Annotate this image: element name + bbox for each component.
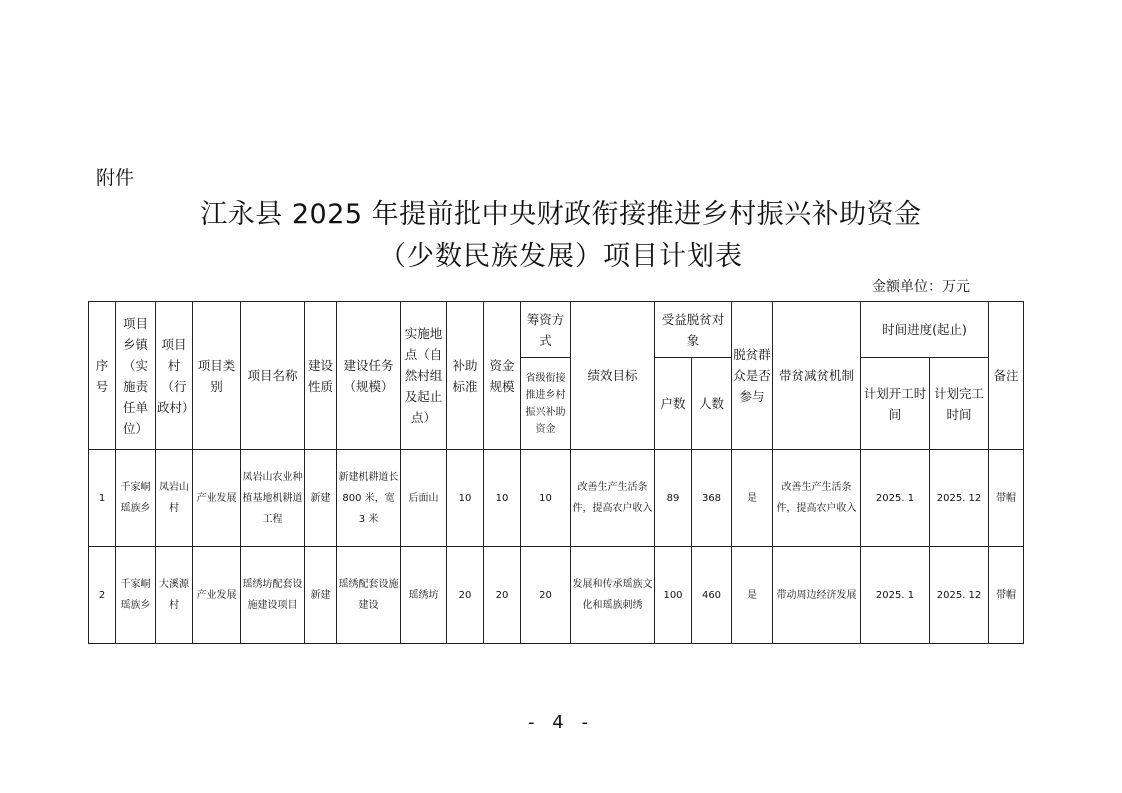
- page-number: - 4 -: [528, 712, 594, 733]
- cell-nature: 新建: [305, 450, 337, 547]
- cell-project-name: 凤岩山农业种植基地机耕道工程: [241, 450, 305, 547]
- header-people: 人数: [692, 358, 732, 450]
- header-beneficiary: 受益脱贫对象: [655, 302, 732, 358]
- cell-town: 千家峒瑶族乡: [116, 450, 156, 547]
- cell-location: 瑶绣坊: [401, 547, 447, 644]
- project-plan-table: [88, 301, 1024, 644]
- header-village: 项目村（行政村）: [156, 302, 193, 450]
- cell-households: 100: [655, 547, 692, 644]
- header-schedule: 时间进度(起止): [861, 302, 989, 358]
- header-project-name: 项目名称: [241, 302, 305, 450]
- header-task: 建设任务（规模）: [337, 302, 401, 450]
- cell-village: 大溪源村: [156, 547, 193, 644]
- cell-provincial-fund: 20: [521, 547, 571, 644]
- cell-mechanism: 带动周边经济发展: [773, 547, 861, 644]
- cell-fund: 10: [484, 450, 521, 547]
- cell-households: 89: [655, 450, 692, 547]
- header-households: 户数: [655, 358, 692, 450]
- table-row: [89, 547, 1024, 644]
- cell-target: 发展和传承瑶族文化和瑶族刺绣: [571, 547, 655, 644]
- header-remarks: 备注: [989, 302, 1024, 450]
- cell-category: 产业发展: [193, 547, 241, 644]
- header-funding-method: 筹资方式: [521, 302, 571, 358]
- cell-seq: 1: [89, 450, 116, 547]
- document-title-line2: （少数民族发展）项目计划表: [379, 241, 743, 272]
- header-mechanism: 带贫减贫机制: [773, 302, 861, 450]
- header-subsidy: 补助标准: [447, 302, 484, 450]
- cell-location: 后面山: [401, 450, 447, 547]
- header-provincial-fund: 省级衔接推进乡村振兴补助资金: [521, 358, 571, 450]
- cell-seq: 2: [89, 547, 116, 644]
- cell-remarks: 带帽: [989, 450, 1024, 547]
- cell-task: 瑶绣配套设施建设: [337, 547, 401, 644]
- cell-nature: 新建: [305, 547, 337, 644]
- cell-plan-end: 2025. 12: [930, 450, 989, 547]
- cell-plan-end: 2025. 12: [930, 547, 989, 644]
- header-participation: 脱贫群众是否参与: [732, 302, 773, 450]
- cell-people: 368: [692, 450, 732, 547]
- cell-people: 460: [692, 547, 732, 644]
- header-town: 项目乡镇（实施责任单位）: [116, 302, 156, 450]
- cell-provincial-fund: 10: [521, 450, 571, 547]
- header-target: 绩效目标: [571, 302, 655, 450]
- header-seq: 序号: [89, 302, 116, 450]
- cell-task: 新建机耕道长 800 米，宽 3 米: [337, 450, 401, 547]
- cell-subsidy: 10: [447, 450, 484, 547]
- cell-fund: 20: [484, 547, 521, 644]
- cell-target: 改善生产生活条件，提高农户收入: [571, 450, 655, 547]
- table-row: [89, 450, 1024, 547]
- cell-participation: 是: [732, 547, 773, 644]
- header-category: 项目类别: [193, 302, 241, 450]
- header-plan-end: 计划完工时间: [930, 358, 989, 450]
- cell-town: 千家峒瑶族乡: [116, 547, 156, 644]
- header-nature: 建设性质: [305, 302, 337, 450]
- header-location: 实施地点（自然村组及起止点）: [401, 302, 447, 450]
- amount-unit-label: 金额单位：万元: [872, 279, 970, 295]
- document-title-line1: 江永县 2025 年提前批中央财政衔接推进乡村振兴补助资金: [200, 199, 922, 230]
- cell-project-name: 瑶绣坊配套设施建设项目: [241, 547, 305, 644]
- cell-village: 凤岩山村: [156, 450, 193, 547]
- header-fund: 资金规模: [484, 302, 521, 450]
- header-plan-start: 计划开工时间: [861, 358, 930, 450]
- cell-participation: 是: [732, 450, 773, 547]
- cell-plan-start: 2025. 1: [861, 547, 930, 644]
- cell-mechanism: 改善生产生活条件，提高农户收入: [773, 450, 861, 547]
- cell-category: 产业发展: [193, 450, 241, 547]
- cell-plan-start: 2025. 1: [861, 450, 930, 547]
- cell-remarks: 带帽: [989, 547, 1024, 644]
- cell-subsidy: 20: [447, 547, 484, 644]
- attachment-label: 附件: [96, 167, 135, 189]
